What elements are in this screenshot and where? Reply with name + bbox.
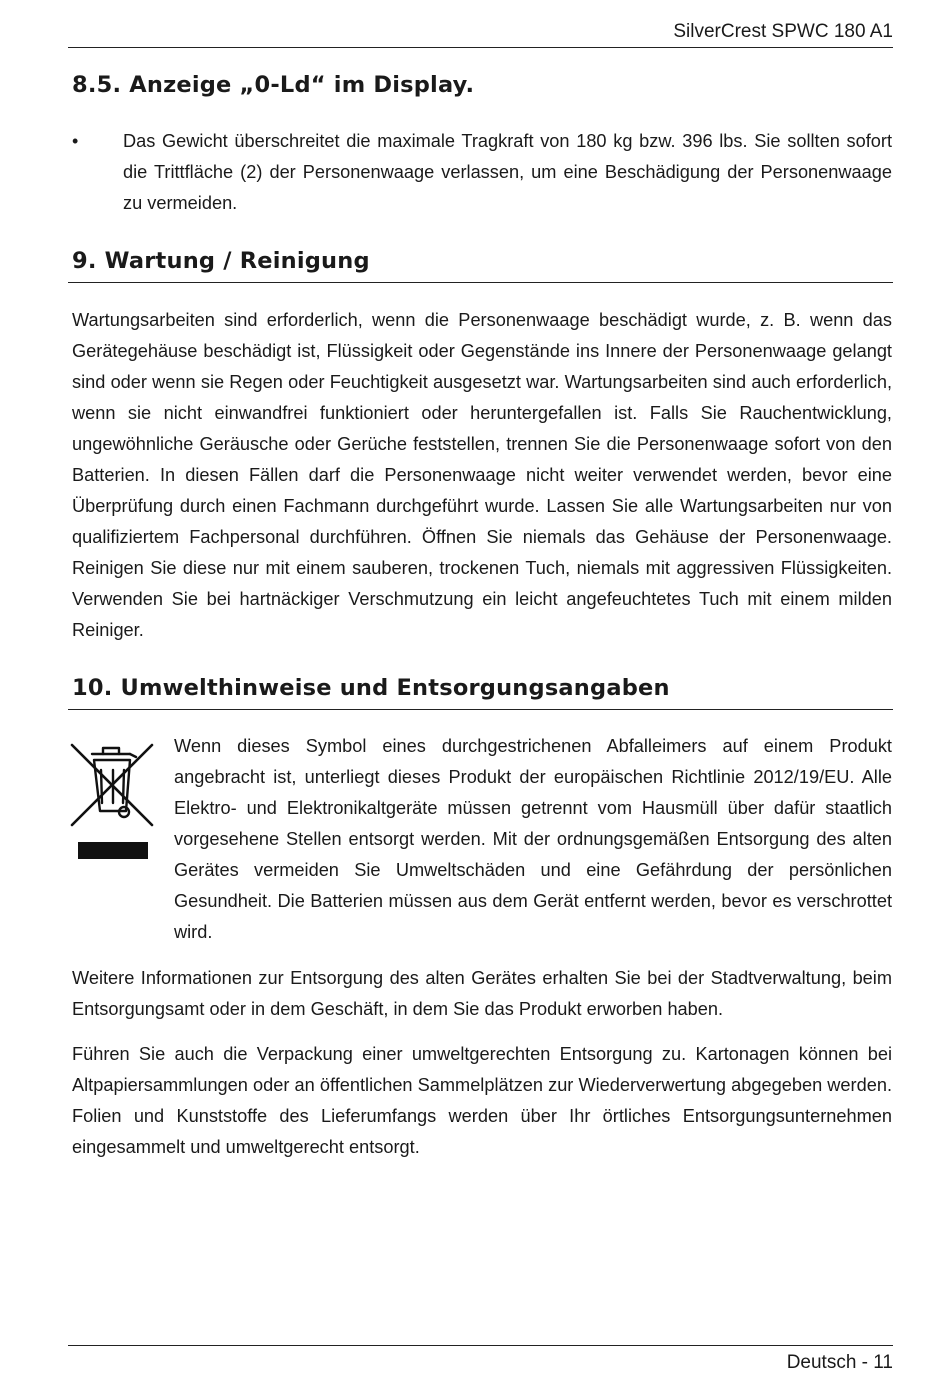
bullet-marker: •: [72, 131, 79, 151]
section-9-heading: 9. Wartung / Reinigung: [68, 246, 893, 283]
section-10-heading: 10. Umwelthinweise und Entsorgungsangaben: [68, 673, 893, 710]
header-product-name: SilverCrest SPWC 180 A1: [673, 21, 893, 42]
list-item: [72, 126, 892, 219]
crossed-out-wheelie-bin-icon: [68, 735, 158, 860]
section-8-5-heading: 8.5. Anzeige „0-Ld“ im Display.: [72, 72, 475, 98]
bullet-text: Das Gewicht überschreitet die maximale Tragkraft von 180 kg bzw. 396 lbs. Sie sollten sofort die Trittfläche (2) der Personenwaage verlassen, um eine Beschädigung der Personenwaage zu vermeiden.: [123, 131, 892, 213]
weee-paragraph: Wenn dieses Symbol eines durchgestrichenen Abfalleimers auf einem Produkt angebracht ist, unterliegt dieses Produkt der europäischen Richtlinie 2012/19/EU. Alle Elektro- und Elektronikaltgeräte müssen getrennt vom Hausmüll über dafür staatlich vorgesehene Stellen entsorgt werden. Mit der ordnungsgemäßen Entsorgung des alten Gerätes vermeiden Sie Umweltschäden und eine Gefährdung der persönlichen Gesundheit. Die Batterien müssen aus dem Gerät entfernt werden, bevor es verschrottet wird.: [174, 736, 892, 942]
packaging-paragraph: Führen Sie auch die Verpackung einer umweltgerechten Entsorgung zu. Kartonagen können bei Altpapiersammlungen oder an öffentlichen Sammelplätzen zur Wiederverwertung abgegeben werden. Folien und Kunststoffe des Lieferumfangs werden über Ihr örtliches Entsorgungsunternehmen eingesammelt und umweltgerecht entsorgt.: [72, 1044, 892, 1157]
running-header: [68, 20, 893, 48]
disposal-info-paragraph: Weitere Informationen zur Entsorgung des alten Gerätes erhalten Sie bei der Stadtverwaltung, beim Entsorgungsamt oder in dem Geschäft, in dem Sie das Produkt erworben haben.: [72, 968, 892, 1019]
page-number: Deutsch - 11: [786, 1352, 893, 1373]
maintenance-paragraph: Wartungsarbeiten sind erforderlich, wenn die Personenwaage beschädigt wurde, z. B. wenn das Gerätegehäuse beschädigt ist, Flüssigkeit oder Gegenstände ins Innere der Personenwaage gelangt sind oder wenn sie Regen oder Feuchtigkeit ausgesetzt war. Wartungsarbeiten sind auch erforderlich, wenn sie nicht einwandfrei funktioniert oder heruntergefallen ist. Falls Sie Rauchentwicklung, ungewöhnliche Geräusche oder Gerüche feststellen, trennen Sie die Personenwaage sofort von den Batterien. In diesen Fällen darf die Personenwaage nicht weiter verwendet werden, bevor eine Überprüfung durch einen Fachmann durchgeführt wurde. Lassen Sie alle Wartungsarbeiten nur von qualifiziertem Fachpersonal durchführen. Öffnen Sie niemals das Gehäuse der Personenwaage. Reinigen Sie diese nur mit einem sauberen, trockenen Tuch, niemals mit aggressiven Flüssigkeiten. Verwenden Sie bei hartnäckiger Verschmutzung ein leicht angefeuchtetes Tuch mit einem milden Reiniger.: [72, 310, 892, 640]
weee-notice: [68, 731, 892, 948]
running-footer: [68, 1345, 893, 1374]
